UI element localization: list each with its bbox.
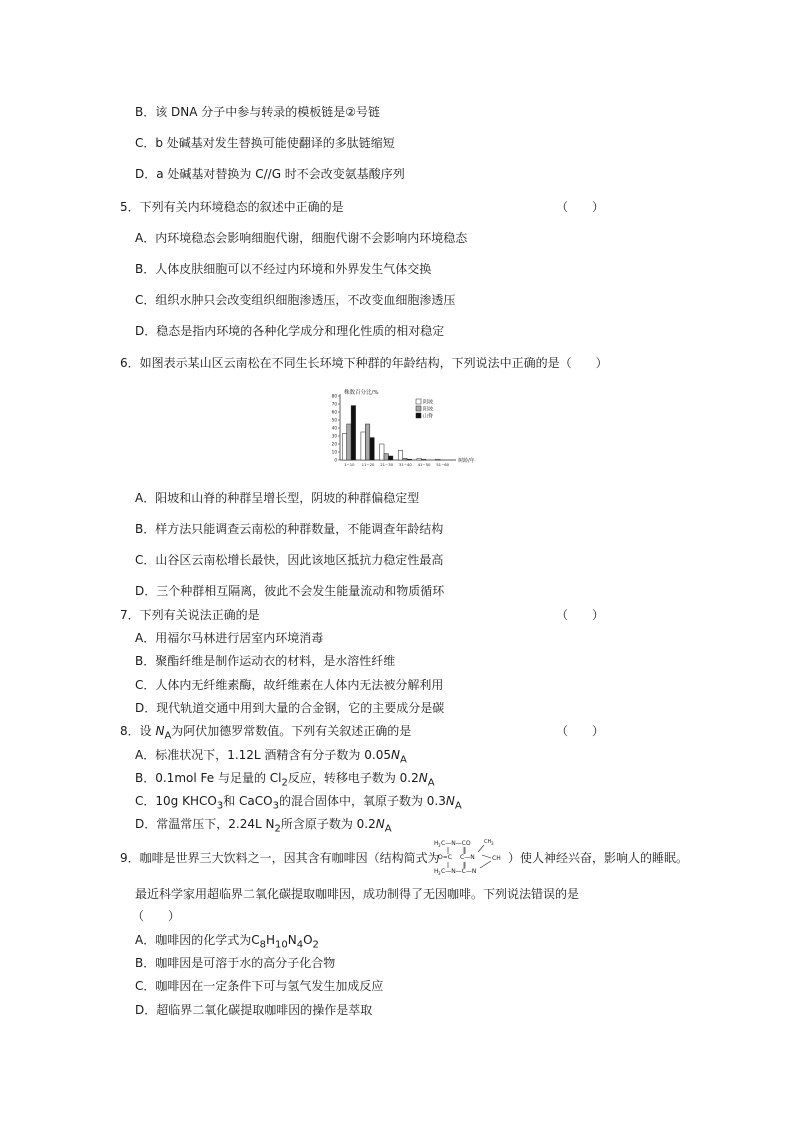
q8-a-text: A．标准状况下，1.12L 酒精含有分子数为 0.05 [135,748,391,762]
formula-o: O [303,933,313,947]
y-tick-label: 20 [331,441,337,447]
q6-option-c: C．山谷区云南松增长最快，因此该地区抵抗力稳定性最高 [135,553,444,567]
bar-阴坡-41~50 [417,458,421,460]
y-tick-label: 40 [331,425,337,431]
formula-sub: 8 [259,939,266,951]
x-tick-label: 51~60 [436,462,450,467]
q6-stem: 6．如图表示某山区云南松在不同生长环境下种群的年龄结构，下列说法中正确的是（ ） [120,356,608,370]
y-tick-label: 0 [334,457,337,463]
na-symbol: N [390,748,400,762]
q9-answer-paren: （ ） [132,909,181,923]
caco3-subscript: 3 [272,800,279,812]
bar-阳坡-21~30 [384,454,388,460]
q8-d-text-post: 所含原子数为 0.2 [280,817,376,831]
q8-c-text-post: 的混合固体中，氧原子数为 0.3 [278,794,446,808]
q7-option-b: B．聚酯纤维是制作运动衣的材料，是水溶性纤维 [135,654,396,668]
bar-阴坡-11~20 [361,432,365,460]
age-structure-chart [320,386,480,468]
q8-option-d [135,816,392,837]
q9-option-c: C．咖啡因在一定条件下可与氢气发生加成反应 [135,979,384,993]
q8-stem-pre: 8．设 [120,724,156,738]
bar-山脊-21~30 [388,456,392,460]
q4-option-c: C．b 处碱基对发生替换可能使翻译的多肽链缩短 [135,136,395,150]
bar-阴坡-31~40 [398,450,402,460]
na-symbol: N [418,771,428,785]
q5-option-a: A．内环境稳态会影响细胞代谢，细胞代谢不会影响内环境稳态 [135,231,468,245]
chart-title: 株数百分比/% [344,390,379,396]
x-tick-label: 41~50 [417,462,431,467]
svg-text:3: 3 [491,841,494,846]
svg-text:H: H [434,868,439,875]
x-tick-label: 21~30 [380,462,394,467]
n2-subscript: 2 [274,823,281,835]
y-tick-label: 70 [331,401,337,407]
svg-text:H: H [434,840,439,847]
q9-stem-line2: 最近科学家用超临界二氧化碳提取咖啡因，成功制得了无因咖啡。下列说法错误的是 [135,887,580,901]
bar-山脊-31~40 [407,459,411,460]
q8-d-text: D．常温常压下，2.24L N [135,817,275,831]
y-tick-label: 30 [331,433,337,439]
na-subscript: A [164,730,172,742]
q5-option-b: B．人体皮肤细胞可以不经过内环境和外界发生气体交换 [135,262,432,276]
svg-text:CH: CH [484,839,492,845]
q5-option-c: C．组织水肿只会改变组织细胞渗透压，不改变血细胞渗透压 [135,293,456,307]
q6-option-a: A．阳坡和山脊的种群呈增长型，阴坡的种群偏稳定型 [135,491,420,505]
legend-label: 阴坡 [423,399,434,406]
bar-阳坡-1~10 [347,424,351,460]
q5-stem: 5．下列有关内环境稳态的叙述中正确的是 [120,200,344,214]
na-symbol: N [445,794,455,808]
svg-text:C—N: C—N [460,854,475,861]
legend-label: 阳坡 [423,406,434,413]
q5-option-d: D．稳态是指内环境的各种化学成分和理化性质的相对稳定 [135,324,445,338]
y-tick-label: 10 [331,449,337,455]
svg-text:CH: CH [492,855,501,862]
bar-阴坡-1~10 [342,434,346,460]
bar-阴坡-51~60 [436,459,440,460]
na-subscript: A [384,823,392,835]
q8-c-text: C．10g KHCO [135,794,217,808]
q7-stem: 7．下列有关说法正确的是 [120,608,260,622]
bar-阳坡-11~20 [365,424,369,460]
q9-a-text: A．咖啡因的化学式为C [135,933,260,947]
q4-option-b: B．该 DNA 分子中参与转录的模板链是②号链 [135,105,381,119]
q7-option-d: D．现代轨道交通中用到大量的合金钢，它的主要成分是碳 [135,701,445,715]
na-subscript: A [427,777,435,789]
formula-sub: 2 [312,939,319,951]
formula-sub: 10 [275,939,288,951]
formula-h: H [265,933,275,947]
q8-option-c [135,793,462,814]
q4-option-d: D．a 处碱基对替换为 C//G 时不会改变氨基酸序列 [135,167,405,181]
q8-b-text: B．0.1mol Fe 与足量的 Cl [135,771,282,785]
legend-swatch [416,413,421,418]
q9-stem-pre: 9．咖啡是世界三大饮料之一，因其含有咖啡因（结构简式为 [120,851,440,865]
q8-option-a [135,747,407,768]
x-tick-label: 1~10 [344,462,355,467]
chart-legend [416,399,433,420]
q6-option-b: B．样方法只能调查云南松的种群数量，不能调查年龄结构 [135,522,444,536]
q9-option-d: D．超临界二氧化碳提取咖啡因的操作是萃取 [135,1003,373,1017]
q5-answer-paren: （ ） [556,200,605,214]
caffeine-structure-icon [434,838,506,876]
q7-answer-paren: （ ） [556,608,605,622]
y-tick-label: 80 [331,393,337,399]
svg-text:3: 3 [438,871,441,876]
y-tick-label: 60 [331,409,337,415]
q8-b-text-post: 反应，转移电子数为 0.2 [287,771,419,785]
q8-answer-paren: （ ） [556,724,605,738]
q8-option-b [135,770,435,791]
na-symbol: N [155,724,165,738]
q8-c-text-mid: 和 CaCO [223,794,273,808]
x-tick-label: 11~20 [361,462,375,467]
y-tick-label: 50 [331,417,337,423]
legend-label: 山脊 [423,413,434,420]
q7-option-c: C．人体内无纤维素酶，故纤维素在人体内无法被分解利用 [135,678,444,692]
svg-text:3: 3 [438,843,441,848]
cl2-subscript: 2 [281,777,288,789]
svg-text:C—N—CO: C—N—CO [441,840,471,847]
svg-text:O=C: O=C [438,854,452,861]
khco3-subscript: 3 [216,800,224,812]
bar-山脊-11~20 [370,438,374,460]
q8-stem [120,723,411,744]
bar-阴坡-21~30 [380,444,384,460]
na-symbol: N [375,817,385,831]
na-subscript: A [454,800,462,812]
na-subscript: A [399,754,407,766]
bar-阳坡-41~50 [421,459,425,460]
bar-阳坡-31~40 [403,458,407,460]
q8-stem-post: 为阿伏加德罗常数值。下列有关叙述正确的是 [171,724,412,738]
formula-sub: 4 [296,939,304,951]
legend-swatch [416,406,421,411]
q9-option-b: B．咖啡因是可溶于水的高分子化合物 [135,956,336,970]
q7-option-a: A．用福尔马林进行居室内环境消毒 [135,631,324,645]
legend-swatch [416,399,421,404]
formula-n: N [287,933,297,947]
svg-text:C—N—C—N: C—N—C—N [441,868,477,875]
x-axis-label: 树龄/年 [458,458,475,464]
q9-stem-post: ）使人神经兴奋，影响人的睡眠。 [508,851,689,865]
x-tick-label: 31~40 [398,462,412,467]
bar-山脊-1~10 [351,406,355,460]
q9-option-a [135,932,319,953]
q6-option-d: D．三个种群相互隔离，彼此不会发生能量流动和物质循环 [135,584,445,598]
